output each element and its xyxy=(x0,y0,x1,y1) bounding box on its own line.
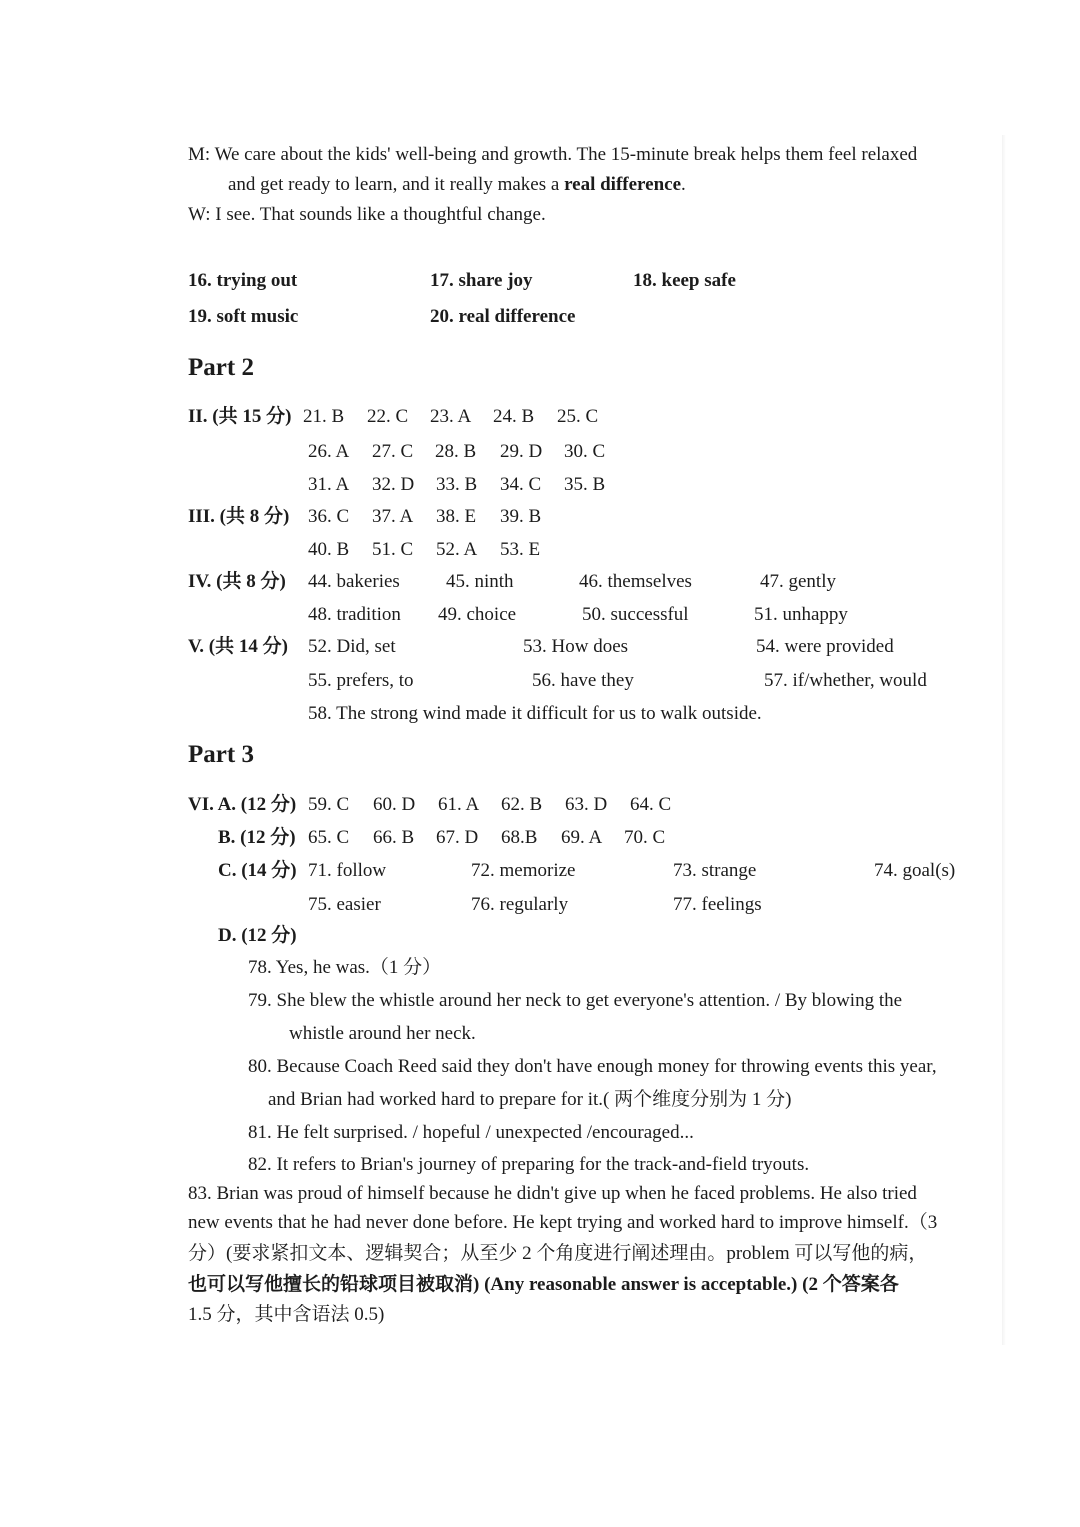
section-iv-label: IV. (共 8 分) xyxy=(188,571,286,592)
answer-22: 22. C xyxy=(367,406,409,427)
answer-27: 27. C xyxy=(372,441,414,462)
answer-50: 50. successful xyxy=(582,604,689,625)
answer-45: 45. ninth xyxy=(446,571,514,592)
answer-39: 39. B xyxy=(500,506,542,527)
answer-19: 19. soft music xyxy=(188,306,299,327)
answer-62: 62. B xyxy=(501,794,543,815)
section-vi-c-label: C. (14 分) xyxy=(218,860,297,881)
answer-34: 34. C xyxy=(500,474,542,495)
answer-80-line-1: 80. Because Coach Reed said they don't have enough money for throwing events this year, xyxy=(248,1056,937,1077)
answer-30: 30. C xyxy=(564,441,606,462)
answer-75: 75. easier xyxy=(308,894,381,915)
answer-67: 67. D xyxy=(436,827,479,848)
answer-71: 71. follow xyxy=(308,860,387,881)
answer-53-iii: 53. E xyxy=(500,539,541,560)
answer-21: 21. B xyxy=(303,406,345,427)
answer-83-line-1: 83. Brian was proud of himself because he didn't give up when he faced problems. He also tried xyxy=(188,1183,917,1204)
answer-25: 25. C xyxy=(557,406,599,427)
answer-52-iii: 52. A xyxy=(436,539,478,560)
answer-82: 82. It refers to Brian's journey of preparing for the track-and-field tryouts. xyxy=(248,1154,810,1175)
answer-65: 65. C xyxy=(308,827,350,848)
answer-23: 23. A xyxy=(430,406,472,427)
answer-40: 40. B xyxy=(308,539,350,560)
answer-51: 51. unhappy xyxy=(754,604,848,625)
answer-32: 32. D xyxy=(372,474,415,495)
answer-83-line-3: 分）(要求紧扣文本、逻辑契合；从至少 2 个角度进行阐述理由。problem 可以写他的病， xyxy=(188,1243,928,1264)
section-ii-label: II. (共 15 分) xyxy=(188,406,292,427)
answer-46: 46. themselves xyxy=(579,571,692,592)
answer-77: 77. feelings xyxy=(673,894,762,915)
answer-35: 35. B xyxy=(564,474,606,495)
answer-81: 81. He felt surprised. / hopeful / unexpected /encouraged... xyxy=(248,1122,694,1143)
answer-76: 76. regularly xyxy=(471,894,569,915)
page-edge xyxy=(1002,135,1006,1345)
answer-37: 37. A xyxy=(372,506,414,527)
answer-58: 58. The strong wind made it difficult for us to walk outside. xyxy=(308,703,762,724)
answer-83-line-4: 也可以写他擅长的铅球项目被取消) (Any reasonable answer is acceptable.) (2 个答案各 xyxy=(188,1274,899,1295)
answer-79-line-2: whistle around her neck. xyxy=(289,1023,476,1044)
answer-54: 54. were provided xyxy=(756,636,894,657)
answer-63: 63. D xyxy=(565,794,608,815)
answer-80-line-2: and Brian had worked hard to prepare for it.( 两个维度分别为 1 分) xyxy=(268,1089,792,1110)
answer-56: 56. have they xyxy=(532,670,634,691)
dialogue-m-line-2-a: and get ready to learn, and it really makes a xyxy=(228,174,565,195)
answer-52: 52. Did, set xyxy=(308,636,396,657)
answer-48: 48. tradition xyxy=(308,604,401,625)
dialogue-m-line-2-end: . xyxy=(681,174,686,195)
dialogue-m-line-1: M: We care about the kids' well-being and growth. The 15-minute break helps them feel relaxed xyxy=(188,144,918,165)
section-vi-a-label: VI. A. (12 分) xyxy=(188,794,297,815)
answer-49: 49. choice xyxy=(438,604,517,625)
answer-55: 55. prefers, to xyxy=(308,670,414,691)
answer-66: 66. B xyxy=(373,827,415,848)
answer-64: 64. C xyxy=(630,794,672,815)
answer-36: 36. C xyxy=(308,506,350,527)
answer-83-line-5: 1.5 分，其中含语法 0.5) xyxy=(188,1304,385,1325)
answer-47: 47. gently xyxy=(760,571,836,592)
answer-83-line-2: new events that he had never done before. He kept trying and worked hard to improve himself.（3 xyxy=(188,1212,938,1233)
answer-61: 61. A xyxy=(438,794,480,815)
answer-68: 68.B xyxy=(501,827,538,848)
answer-44: 44. bakeries xyxy=(308,571,400,592)
answer-16: 16. trying out xyxy=(188,270,298,291)
answer-26: 26. A xyxy=(308,441,350,462)
answer-72: 72. memorize xyxy=(471,860,576,881)
section-vi-b-label: B. (12 分) xyxy=(218,827,296,848)
answer-69: 69. A xyxy=(561,827,603,848)
answer-57: 57. if/whether, would xyxy=(764,670,927,691)
part-3-heading: Part 3 xyxy=(188,741,254,768)
answer-18: 18. keep safe xyxy=(633,270,736,291)
answer-17: 17. share joy xyxy=(430,270,533,291)
answer-24: 24. B xyxy=(493,406,535,427)
answer-78: 78. Yes, he was.（1 分） xyxy=(248,957,442,978)
answer-60: 60. D xyxy=(373,794,416,815)
section-v-label: V. (共 14 分) xyxy=(188,636,288,657)
section-iii-label: III. (共 8 分) xyxy=(188,506,290,527)
answer-31: 31. A xyxy=(308,474,350,495)
answer-29: 29. D xyxy=(500,441,543,462)
answer-20: 20. real difference xyxy=(430,306,576,327)
answer-73: 73. strange xyxy=(673,860,757,881)
answer-74: 74. goal(s) xyxy=(874,860,956,881)
answer-28: 28. B xyxy=(435,441,477,462)
dialogue-m-line-2 xyxy=(228,173,686,197)
answer-33: 33. B xyxy=(436,474,478,495)
answer-79-line-1: 79. She blew the whistle around her neck to get everyone's attention. / By blowing the xyxy=(248,990,903,1011)
answer-59: 59. C xyxy=(308,794,350,815)
answer-70: 70. C xyxy=(624,827,666,848)
answer-53: 53. How does xyxy=(523,636,629,657)
dialogue-w-line: W: I see. That sounds like a thoughtful change. xyxy=(188,204,546,225)
dialogue-m-line-2-bold: real difference xyxy=(564,174,682,195)
part-2-heading: Part 2 xyxy=(188,354,254,381)
answer-38: 38. E xyxy=(436,506,477,527)
answer-51-iii: 51. C xyxy=(372,539,414,560)
section-vi-d-label: D. (12 分) xyxy=(218,925,297,946)
